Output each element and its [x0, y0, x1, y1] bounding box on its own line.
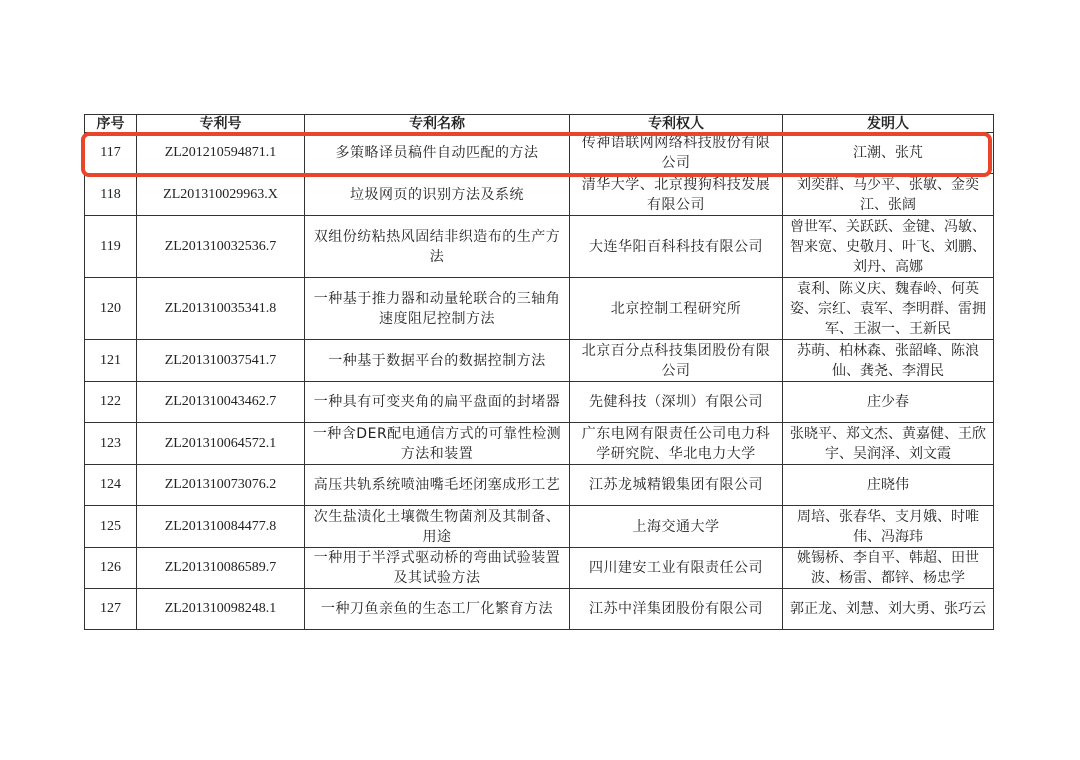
row-number: 120 [85, 278, 137, 340]
patent-name: 高压共轨系统喷油嘴毛坯闭塞成形工艺 [305, 465, 570, 506]
row-number: 124 [85, 465, 137, 506]
table-row [85, 133, 994, 174]
patent-owner: 先健科技（深圳）有限公司 [570, 382, 783, 423]
table-row [85, 465, 994, 506]
header-inventors: 发明人 [783, 115, 994, 133]
header-patent-number: 专利号 [137, 115, 305, 133]
row-number: 125 [85, 506, 137, 548]
row-number: 118 [85, 174, 137, 216]
patent-name: 多策略译员稿件自动匹配的方法 [305, 133, 570, 174]
patent-number: ZL201310098248.1 [137, 589, 305, 630]
patent-number: ZL201310073076.2 [137, 465, 305, 506]
inventors: 江潮、张芃 [783, 133, 994, 174]
inventors: 郭正龙、刘慧、刘大勇、张巧云 [783, 589, 994, 630]
patent-table [84, 114, 994, 630]
inventors: 姚锡桥、李自平、韩超、田世波、杨雷、都锌、杨忠学 [783, 548, 994, 589]
patent-name: 双组份纺粘热风固结非织造布的生产方法 [305, 216, 570, 278]
table-row [85, 382, 994, 423]
patent-name: 一种基于推力器和动量轮联合的三轴角速度阻尼控制方法 [305, 278, 570, 340]
row-number: 122 [85, 382, 137, 423]
table-row [85, 423, 994, 465]
header-patent-name: 专利名称 [305, 115, 570, 133]
table-row [85, 506, 994, 548]
table-row [85, 216, 994, 278]
patent-number: ZL201310032536.7 [137, 216, 305, 278]
inventors: 庄晓伟 [783, 465, 994, 506]
patent-name: 一种含DER配电通信方式的可靠性检测方法和装置 [305, 423, 570, 465]
patent-number: ZL201310035341.8 [137, 278, 305, 340]
table-row [85, 174, 994, 216]
patent-name: 次生盐渍化土壤微生物菌剂及其制备、用途 [305, 506, 570, 548]
patent-number: ZL201310029963.X [137, 174, 305, 216]
row-number: 123 [85, 423, 137, 465]
table-row [85, 278, 994, 340]
patent-name: 垃圾网页的识别方法及系统 [305, 174, 570, 216]
patent-name: 一种基于数据平台的数据控制方法 [305, 340, 570, 382]
patent-owner: 四川建安工业有限责任公司 [570, 548, 783, 589]
patent-number: ZL201310064572.1 [137, 423, 305, 465]
patent-number: ZL201310043462.7 [137, 382, 305, 423]
row-number: 121 [85, 340, 137, 382]
patent-number: ZL201310086589.7 [137, 548, 305, 589]
patent-owner: 广东电网有限责任公司电力科学研究院、华北电力大学 [570, 423, 783, 465]
patent-owner: 江苏龙城精锻集团有限公司 [570, 465, 783, 506]
patent-number: ZL201310084477.8 [137, 506, 305, 548]
header-owner: 专利权人 [570, 115, 783, 133]
patent-name: 一种具有可变夹角的扁平盘面的封堵器 [305, 382, 570, 423]
table-row [85, 548, 994, 589]
inventors: 刘奕群、马少平、张敏、金奕江、张阔 [783, 174, 994, 216]
inventors: 庄少春 [783, 382, 994, 423]
table-row [85, 340, 994, 382]
patent-number: ZL201210594871.1 [137, 133, 305, 174]
patent-number: ZL201310037541.7 [137, 340, 305, 382]
patent-owner: 大连华阳百科科技有限公司 [570, 216, 783, 278]
row-number: 126 [85, 548, 137, 589]
row-number: 127 [85, 589, 137, 630]
table-row [85, 589, 994, 630]
patent-owner: 上海交通大学 [570, 506, 783, 548]
row-number: 117 [85, 133, 137, 174]
patent-name: 一种刀鱼亲鱼的生态工厂化繁育方法 [305, 589, 570, 630]
row-number: 119 [85, 216, 137, 278]
patent-name: 一种用于半浮式驱动桥的弯曲试验装置及其试验方法 [305, 548, 570, 589]
patent-owner: 传神语联网网络科技股份有限公司 [570, 133, 783, 174]
inventors: 袁利、陈义庆、魏春岭、何英姿、宗红、袁军、李明群、雷拥军、王淑一、王新民 [783, 278, 994, 340]
inventors: 张晓平、郑文杰、黄嘉健、王欣宇、吴润泽、刘文霞 [783, 423, 994, 465]
header-no: 序号 [85, 115, 137, 133]
patent-owner: 北京百分点科技集团股份有限公司 [570, 340, 783, 382]
patent-owner: 清华大学、北京搜狗科技发展有限公司 [570, 174, 783, 216]
table-header-row [85, 115, 994, 133]
inventors: 苏萌、柏林森、张韶峰、陈浪仙、龚尧、李渭民 [783, 340, 994, 382]
table-body [85, 133, 994, 630]
patent-owner: 江苏中洋集团股份有限公司 [570, 589, 783, 630]
inventors: 曾世军、关跃跃、金键、冯敏、智来宽、史敬月、叶飞、刘鹏、刘丹、高娜 [783, 216, 994, 278]
patent-owner: 北京控制工程研究所 [570, 278, 783, 340]
inventors: 周培、张春华、支月娥、时唯伟、冯海玮 [783, 506, 994, 548]
